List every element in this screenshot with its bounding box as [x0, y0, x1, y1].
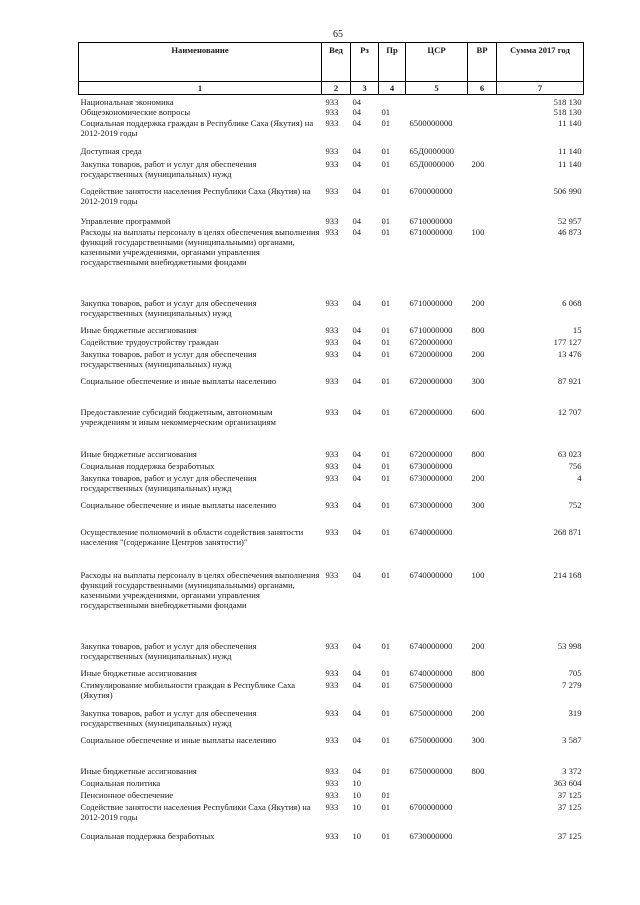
- row-vr: 300: [471, 500, 485, 510]
- row-name: Иные бюджетные ассигнования: [80, 766, 197, 776]
- table-row: [79, 527, 584, 570]
- row-ved: 933: [325, 473, 339, 483]
- table-row: [79, 831, 584, 843]
- row-vr: 100: [471, 227, 485, 237]
- row-name: Закупка товаров, работ и услуг для обеспечения государственных (муниципальных) нужд: [80, 641, 257, 661]
- row-rz: 04: [352, 349, 362, 359]
- row-pr: 01: [381, 680, 391, 690]
- row-name: Социальное обеспечение и иные выплаты населению: [80, 500, 277, 510]
- row-sum: 518 130: [553, 107, 582, 117]
- row-csr: 6740000000: [409, 668, 453, 678]
- table-row: [79, 298, 584, 325]
- row-ved: 933: [325, 778, 339, 788]
- table-body: [79, 95, 584, 844]
- row-sum: 705: [568, 668, 582, 678]
- table-row: [79, 325, 584, 337]
- row-pr: 01: [381, 227, 391, 237]
- row-csr: [406, 107, 468, 118]
- row-ved: 933: [325, 107, 339, 117]
- row-name: Расходы на выплаты персоналу в целях обеспечения выполнения функций государственными (муниципальными) органами, казенными учреждениями, органами управления государственными внебюджетными фондами: [80, 570, 320, 610]
- row-ved: 933: [325, 349, 339, 359]
- row-vr: 800: [471, 449, 485, 459]
- row-csr: 6700000000: [409, 802, 453, 812]
- row-vr: 200: [471, 298, 485, 308]
- table-row: [79, 407, 584, 449]
- table-row: [79, 216, 584, 227]
- row-pr: 01: [381, 473, 391, 483]
- row-ved: 933: [325, 641, 339, 651]
- row-csr: 6750000000: [409, 708, 453, 718]
- row-rz: 04: [352, 107, 362, 117]
- row-pr: 01: [381, 570, 391, 580]
- table-row: [79, 186, 584, 216]
- row-rz: 04: [352, 376, 362, 386]
- row-ved: 933: [325, 831, 339, 841]
- row-sum: 3 372: [562, 766, 582, 776]
- row-name: Содействие занятости населения Республики Саха (Якутия) на 2012-2019 годы: [80, 802, 311, 822]
- row-csr: 6720000000: [409, 376, 453, 386]
- row-rz: 04: [352, 668, 362, 678]
- row-csr: 6710000000: [409, 216, 453, 226]
- table-row: [79, 107, 584, 118]
- row-rz: 04: [352, 159, 362, 169]
- row-sum: 3 587: [562, 735, 582, 745]
- row-rz: 10: [352, 778, 362, 788]
- row-csr: 6700000000: [409, 186, 453, 196]
- row-vr: 200: [471, 159, 485, 169]
- row-ved: 933: [325, 325, 339, 335]
- row-ved: 933: [325, 216, 339, 226]
- row-name: Социальное обеспечение и иные выплаты населению: [80, 376, 277, 386]
- header-number-row: [79, 82, 584, 95]
- row-vr: [468, 107, 497, 118]
- row-csr: 6710000000: [409, 298, 453, 308]
- row-ved: 933: [325, 227, 339, 237]
- row-name: Управление программой: [80, 216, 171, 226]
- row-vr: [468, 778, 497, 790]
- row-rz: 04: [352, 680, 362, 690]
- table-row: [79, 790, 584, 802]
- row-rz: 04: [352, 216, 362, 226]
- row-vr: [468, 527, 497, 570]
- row-pr: 01: [381, 107, 391, 117]
- row-vr: [468, 680, 497, 708]
- row-ved: 933: [325, 802, 339, 812]
- table-row: [79, 461, 584, 473]
- row-vr: 200: [471, 708, 485, 718]
- row-sum: 15: [572, 325, 582, 335]
- row-ved: 933: [325, 570, 339, 580]
- row-pr: 01: [381, 527, 391, 537]
- row-ved: 933: [325, 97, 339, 107]
- header-number: 2: [322, 82, 351, 95]
- row-sum: 46 873: [557, 227, 582, 237]
- row-vr: [468, 461, 497, 473]
- row-pr: [379, 95, 406, 108]
- row-ved: 933: [325, 449, 339, 459]
- row-pr: 01: [381, 186, 391, 196]
- table-row: [79, 349, 584, 376]
- row-vr: 300: [471, 735, 485, 745]
- row-pr: 01: [381, 831, 391, 841]
- header-sum: Сумма 2017 год: [497, 43, 584, 82]
- row-vr: [468, 95, 497, 108]
- row-ved: 933: [325, 337, 339, 347]
- row-ved: 933: [325, 186, 339, 196]
- row-pr: 01: [381, 461, 391, 471]
- table-row: [79, 570, 584, 641]
- row-csr: 6710000000: [409, 227, 453, 237]
- row-rz: 04: [352, 473, 362, 483]
- row-sum: 518 130: [553, 97, 582, 107]
- row-pr: 01: [381, 298, 391, 308]
- row-pr: 01: [381, 325, 391, 335]
- row-sum: 214 168: [553, 570, 582, 580]
- row-name: Социальная поддержка безработных: [80, 831, 215, 841]
- table-row: [79, 500, 584, 527]
- table-row: [79, 668, 584, 680]
- table-row: [79, 376, 584, 407]
- header-ved: Вед: [322, 43, 351, 82]
- row-csr: 6720000000: [409, 449, 453, 459]
- table-row: [79, 680, 584, 708]
- row-sum: 11 140: [558, 159, 582, 169]
- table-row: [79, 159, 584, 186]
- row-pr: 01: [381, 349, 391, 359]
- row-csr: 6710000000: [409, 325, 453, 335]
- row-ved: 933: [325, 527, 339, 537]
- row-rz: 04: [352, 407, 362, 417]
- row-sum: 12 707: [557, 407, 582, 417]
- row-name: Закупка товаров, работ и услуг для обеспечения государственных (муниципальных) нужд: [80, 708, 257, 728]
- row-csr: 6740000000: [409, 527, 453, 537]
- row-rz: 04: [352, 708, 362, 718]
- row-pr: 01: [381, 766, 391, 776]
- row-ved: 933: [325, 790, 339, 800]
- table-row: [79, 802, 584, 831]
- row-name: Закупка товаров, работ и услуг для обеспечения государственных (муниципальных) нужд: [80, 159, 257, 179]
- row-vr: 300: [471, 376, 485, 386]
- header-number: 3: [351, 82, 379, 95]
- row-rz: 04: [352, 461, 362, 471]
- row-vr: [468, 118, 497, 146]
- table-row: [79, 708, 584, 735]
- row-sum: 319: [568, 708, 582, 718]
- row-pr: 01: [381, 159, 391, 169]
- row-ved: 933: [325, 461, 339, 471]
- row-sum: 37 125: [557, 831, 582, 841]
- row-pr: 01: [381, 118, 391, 128]
- row-sum: 13 476: [557, 349, 582, 359]
- row-sum: 11 140: [558, 118, 582, 128]
- row-csr: 6730000000: [409, 461, 453, 471]
- row-pr: 01: [381, 337, 391, 347]
- row-name: Общеэкономические вопросы: [80, 107, 191, 117]
- row-rz: 04: [352, 735, 362, 745]
- table-row: [79, 227, 584, 298]
- row-sum: 37 125: [557, 802, 582, 812]
- row-name: Иные бюджетные ассигнования: [80, 668, 197, 678]
- table-row: [79, 766, 584, 778]
- row-pr: 01: [381, 376, 391, 386]
- row-sum: 53 998: [557, 641, 582, 651]
- row-vr: [468, 146, 497, 159]
- row-rz: 04: [352, 186, 362, 196]
- row-vr: [468, 790, 497, 802]
- row-name: Пенсионное обеспечение: [80, 790, 174, 800]
- row-csr: 6740000000: [409, 570, 453, 580]
- row-sum: 506 990: [553, 186, 582, 196]
- row-ved: 933: [325, 680, 339, 690]
- row-csr: [406, 778, 468, 790]
- row-rz: 04: [352, 500, 362, 510]
- table-row: [79, 337, 584, 349]
- page-number: 65: [333, 29, 343, 40]
- row-sum: 756: [568, 461, 582, 471]
- table-row: [79, 641, 584, 668]
- row-name: Закупка товаров, работ и услуг для обеспечения государственных (муниципальных) нужд: [80, 473, 257, 493]
- row-rz: 04: [352, 298, 362, 308]
- row-pr: 01: [381, 735, 391, 745]
- row-pr: 01: [381, 708, 391, 718]
- row-pr: 01: [381, 500, 391, 510]
- row-name: Стимулирование мобильности граждан в Республике Саха (Якутия): [80, 680, 296, 700]
- row-rz: 04: [352, 641, 362, 651]
- budget-table: [78, 42, 584, 843]
- row-vr: [468, 831, 497, 843]
- row-vr: 200: [471, 641, 485, 651]
- row-name: Расходы на выплаты персоналу в целях обеспечения выполнения функций государственными (муниципальными) органами, казенными учреждениями, органами управления государственными внебюджетными фондами: [80, 227, 320, 267]
- row-pr: 01: [381, 641, 391, 651]
- table-row: [79, 473, 584, 500]
- row-name: Национальная экономика: [80, 97, 174, 107]
- row-ved: 933: [325, 668, 339, 678]
- row-ved: 933: [325, 500, 339, 510]
- row-csr: 6730000000: [409, 473, 453, 483]
- header-csr: ЦСР: [406, 43, 468, 82]
- row-ved: 933: [325, 159, 339, 169]
- row-sum: 37 125: [557, 790, 582, 800]
- row-name: Иные бюджетные ассигнования: [80, 325, 197, 335]
- row-pr: 01: [381, 216, 391, 226]
- header-vr: ВР: [468, 43, 497, 82]
- table-row: [79, 449, 584, 461]
- row-csr: 6720000000: [409, 337, 453, 347]
- row-rz: 04: [352, 449, 362, 459]
- row-name: Содействие трудоустройству граждан: [80, 337, 219, 347]
- header-number: 5: [406, 82, 468, 95]
- row-name: Предоставление субсидий бюджетным, автономным учреждениям и иным некоммерческим организациям: [80, 407, 276, 427]
- row-name: Социальная политика: [80, 778, 161, 788]
- row-csr: 6750000000: [409, 680, 453, 690]
- row-name: Закупка товаров, работ и услуг для обеспечения государственных (муниципальных) нужд: [80, 349, 257, 369]
- row-csr: 6720000000: [409, 349, 453, 359]
- row-vr: [468, 802, 497, 831]
- header-rz: Рз: [351, 43, 379, 82]
- row-vr: 600: [471, 407, 485, 417]
- row-pr: [379, 778, 406, 790]
- row-csr: 6730000000: [409, 500, 453, 510]
- row-name: Закупка товаров, работ и услуг для обеспечения государственных (муниципальных) нужд: [80, 298, 257, 318]
- row-csr: 65Д0000000: [409, 146, 455, 156]
- row-ved: 933: [325, 708, 339, 718]
- row-rz: 04: [352, 766, 362, 776]
- row-rz: 04: [352, 146, 362, 156]
- row-vr: 200: [471, 349, 485, 359]
- row-vr: 800: [471, 325, 485, 335]
- row-pr: 01: [381, 790, 391, 800]
- row-ved: 933: [325, 118, 339, 128]
- header-row: [79, 43, 584, 82]
- row-sum: 52 957: [557, 216, 582, 226]
- table-row: [79, 95, 584, 108]
- row-vr: 200: [471, 473, 485, 483]
- row-sum: 268 871: [553, 527, 582, 537]
- row-csr: 6720000000: [409, 407, 453, 417]
- row-csr: 6750000000: [409, 735, 453, 745]
- header-name: Наименование: [79, 43, 322, 82]
- row-csr: 6730000000: [409, 831, 453, 841]
- row-pr: 01: [381, 802, 391, 812]
- table-row: [79, 735, 584, 766]
- row-ved: 933: [325, 407, 339, 417]
- row-name: Осуществление полномочий в области содействия занятости населения "(содержание Центров занятости)": [80, 527, 304, 547]
- row-pr: 01: [381, 146, 391, 156]
- row-ved: 933: [325, 376, 339, 386]
- row-sum: 63 023: [557, 449, 582, 459]
- row-vr: 100: [471, 570, 485, 580]
- row-vr: [468, 337, 497, 349]
- row-name: Социальная поддержка граждан в Республике Саха (Якутия) на 2012-2019 годы: [80, 118, 314, 138]
- row-name: Доступная среда: [80, 146, 142, 156]
- row-sum: 177 127: [553, 337, 582, 347]
- row-sum: 7 279: [562, 680, 582, 690]
- row-sum: 11 140: [558, 146, 582, 156]
- row-rz: 04: [352, 97, 362, 107]
- row-sum: 87 921: [557, 376, 582, 386]
- row-csr: 6500000000: [409, 118, 453, 128]
- row-rz: 10: [352, 831, 362, 841]
- row-ved: 933: [325, 766, 339, 776]
- row-name: Социальная поддержка безработных: [80, 461, 215, 471]
- row-name: Иные бюджетные ассигнования: [80, 449, 197, 459]
- row-rz: 04: [352, 337, 362, 347]
- row-rz: 10: [352, 802, 362, 812]
- row-csr: [406, 790, 468, 802]
- table-row: [79, 778, 584, 790]
- table-row: [79, 146, 584, 159]
- row-pr: 01: [381, 668, 391, 678]
- row-csr: 6740000000: [409, 641, 453, 651]
- row-csr: [406, 95, 468, 108]
- row-rz: 04: [352, 325, 362, 335]
- row-ved: 933: [325, 735, 339, 745]
- table-header: [79, 43, 584, 95]
- row-vr: 800: [471, 766, 485, 776]
- row-rz: 04: [352, 570, 362, 580]
- row-rz: 04: [352, 527, 362, 537]
- row-pr: 01: [381, 407, 391, 417]
- row-pr: 01: [381, 449, 391, 459]
- header-number: 1: [79, 82, 322, 95]
- row-sum: 6 068: [562, 298, 582, 308]
- table-row: [79, 118, 584, 146]
- row-sum: 4: [577, 473, 582, 483]
- row-csr: 65Д0000000: [409, 159, 455, 169]
- row-name: Содействие занятости населения Республики Саха (Якутия) на 2012-2019 годы: [80, 186, 311, 206]
- row-rz: 10: [352, 790, 362, 800]
- row-rz: 04: [352, 118, 362, 128]
- row-ved: 933: [325, 146, 339, 156]
- row-vr: 800: [471, 668, 485, 678]
- header-number: 7: [497, 82, 584, 95]
- row-sum: 363 604: [553, 778, 582, 788]
- row-csr: 6750000000: [409, 766, 453, 776]
- row-ved: 933: [325, 298, 339, 308]
- header-pr: Пр: [379, 43, 406, 82]
- row-sum: 752: [568, 500, 582, 510]
- row-rz: 04: [352, 227, 362, 237]
- header-number: 6: [468, 82, 497, 95]
- header-number: 4: [379, 82, 406, 95]
- row-vr: [468, 186, 497, 216]
- row-vr: [468, 216, 497, 227]
- row-name: Социальное обеспечение и иные выплаты населению: [80, 735, 277, 745]
